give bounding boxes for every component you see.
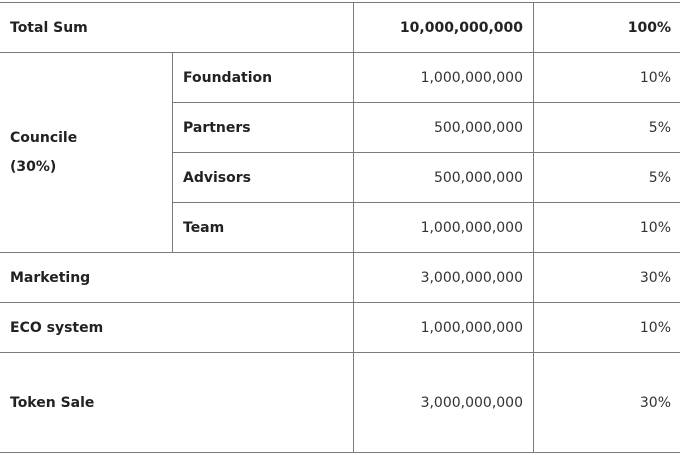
table-row: [0, 53, 680, 103]
advisors-amount: 500,000,000: [354, 153, 534, 203]
eco-system-percent: 10%: [534, 303, 680, 353]
council-percent-label: (30%): [10, 158, 57, 175]
token-sale-label: Token Sale: [0, 353, 354, 453]
token-allocation-table: [0, 2, 680, 453]
total-amount: 10,000,000,000: [354, 3, 534, 53]
foundation-amount: 1,000,000,000: [354, 53, 534, 103]
foundation-percent: 10%: [534, 53, 680, 103]
table-row: [0, 353, 680, 453]
total-row: [0, 3, 680, 53]
partners-amount: 500,000,000: [354, 103, 534, 153]
council-group-cell: [0, 53, 173, 253]
total-percent: 100%: [534, 3, 680, 53]
table-row: [0, 303, 680, 353]
team-percent: 10%: [534, 203, 680, 253]
eco-system-label: ECO system: [0, 303, 354, 353]
partners-percent: 5%: [534, 103, 680, 153]
marketing-percent: 30%: [534, 253, 680, 303]
foundation-label: Foundation: [173, 53, 354, 103]
eco-system-amount: 1,000,000,000: [354, 303, 534, 353]
marketing-label: Marketing: [0, 253, 354, 303]
team-label: Team: [173, 203, 354, 253]
team-amount: 1,000,000,000: [354, 203, 534, 253]
total-label: Total Sum: [0, 3, 354, 53]
token-sale-amount: 3,000,000,000: [354, 353, 534, 453]
partners-label: Partners: [173, 103, 354, 153]
advisors-label: Advisors: [173, 153, 354, 203]
marketing-amount: 3,000,000,000: [354, 253, 534, 303]
council-label: Councile: [10, 129, 78, 146]
token-sale-percent: 30%: [534, 353, 680, 453]
table-row: [0, 253, 680, 303]
advisors-percent: 5%: [534, 153, 680, 203]
